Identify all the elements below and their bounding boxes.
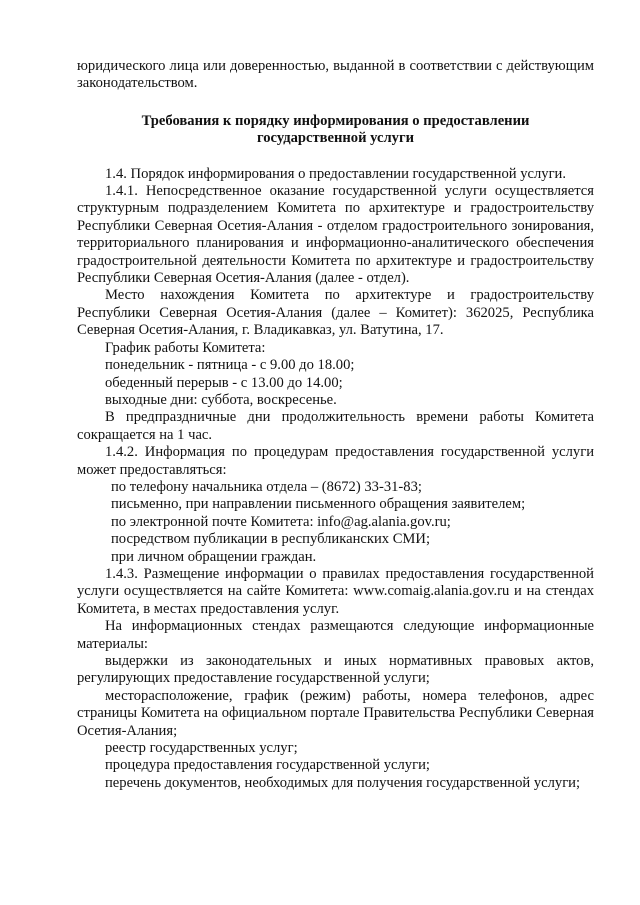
channel-email: по электронной почте Комитета: info@ag.alania.gov.ru; xyxy=(111,513,451,530)
paragraph-1-4-3: 1.4.3. Размещение информации о правилах предоставления государственной услуги осуществляется на сайте Комитета: www.comaig.alania.gov.ru и на стендах Комитета, в местах предоставления услуг. xyxy=(77,565,594,617)
paragraph-1-4: 1.4. Порядок информирования о предоставлении государственной услуги. xyxy=(105,165,567,182)
intro-paragraph: юридического лица или доверенностью, выданной в соответствии с действующим законодательством. xyxy=(77,58,594,92)
schedule-lunch: обеденный перерыв - с 13.00 до 14.00; xyxy=(105,374,343,391)
material-item-laws: выдержки из законодательных и иных нормативных правовых актов, регулирующих предоставление государственной услуги; xyxy=(77,653,594,687)
paragraph-location: Место нахождения Комитета по архитектуре и градостроительству Республики Северная Осетия-Алания (далее – Комитет): 362025, Республика Северная Осетия-Алания, г. Владикавказ, ул. Ватутина, 17. xyxy=(77,287,594,339)
schedule-weekdays: понедельник - пятница - с 9.00 до 18.00; xyxy=(105,357,355,374)
channel-media: посредством публикации в республиканских СМИ; xyxy=(111,531,431,548)
schedule-title: График работы Комитета: xyxy=(105,339,266,356)
material-item-documents: перечень документов, необходимых для получения государственной услуги; xyxy=(105,774,581,791)
material-item-location: месторасположение, график (режим) работы, номера телефонов, адрес страницы Комитета на официальном портале Правительства Республики Северная Осетия-Алания; xyxy=(77,687,594,739)
paragraph-1-4-2: 1.4.2. Информация по процедурам предоставления государственной услуги может предоставляться: xyxy=(77,444,594,478)
section-heading: Требования к порядку информирования о предоставлении государственной услуги xyxy=(141,112,530,147)
paragraph-holidays: В предпраздничные дни продолжительность времени работы Комитета сокращается на 1 час. xyxy=(77,409,594,443)
document-page xyxy=(77,58,594,792)
channel-in-person: при личном обращении граждан. xyxy=(111,548,317,565)
material-item-registry: реестр государственных услуг; xyxy=(105,740,298,757)
schedule-weekend: выходные дни: суббота, воскресенье. xyxy=(105,391,337,408)
material-item-procedure: процедура предоставления государственной услуги; xyxy=(105,757,430,774)
paragraph-1-4-1: 1.4.1. Непосредственное оказание государственной услуги осуществляется структурным подразделением Комитета по архитектуре и градостроительству Республики Северная Осетия-Алания - отделом градостроительного зонирования, территориального планирования и информационно-аналитического обеспечения градостроительной деятельности Комитета по архитектуре и градостроительству Республики Северная Осетия-Алания (далее - отдел). xyxy=(77,183,594,287)
paragraph-stands: На информационных стендах размещаются следующие информационные материалы: xyxy=(77,618,594,652)
channel-written: письменно, при направлении письменного обращения заявителем; xyxy=(111,496,526,513)
channel-phone: по телефону начальника отдела – (8672) 33-31-83; xyxy=(111,478,422,495)
